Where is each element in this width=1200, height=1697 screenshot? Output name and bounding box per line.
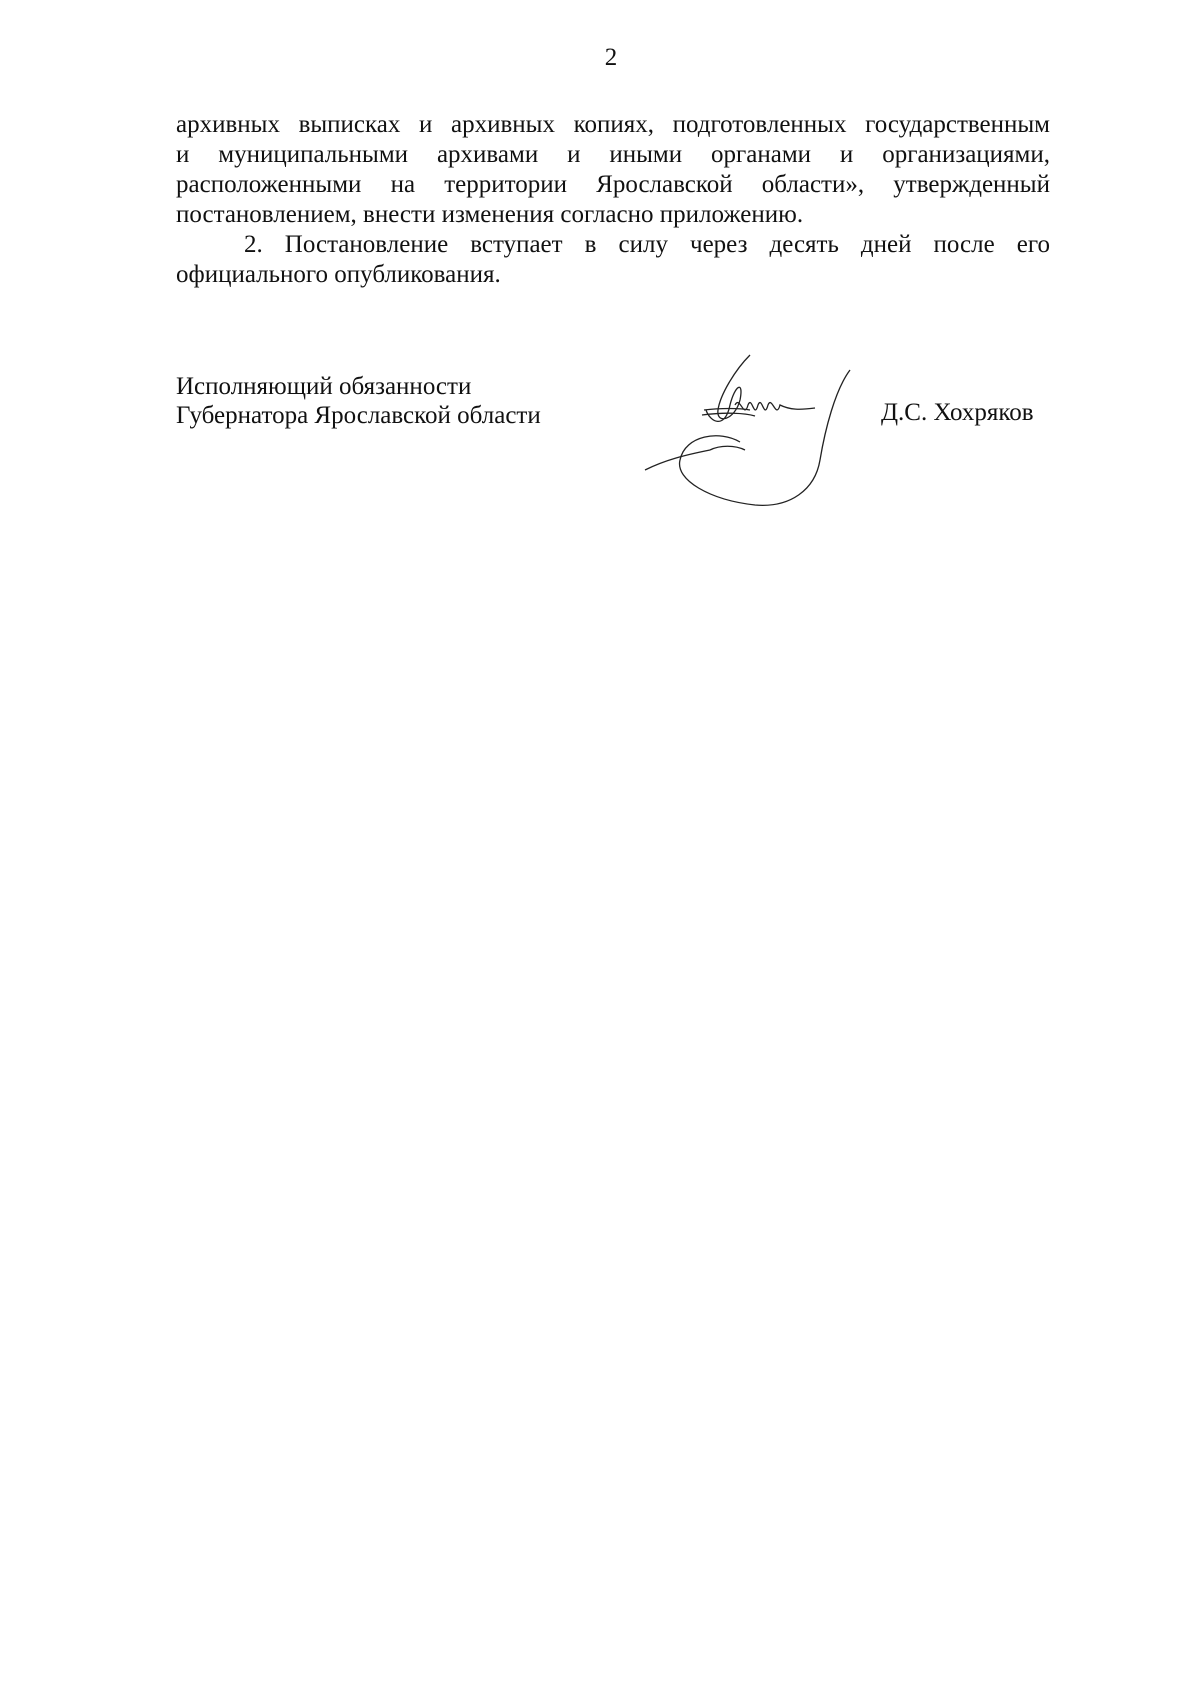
paragraph-line: архивных выписках и архивных копиях, подготовленных государственным xyxy=(176,111,1050,138)
page-number: 2 xyxy=(604,44,618,71)
paragraph-line: и муниципальными архивами и иными органами и организациями, xyxy=(176,141,1050,168)
paragraph-line: расположенными на территории Ярославской области», утвержденный xyxy=(176,171,1050,198)
paragraph-line: 2. Постановление вступает в силу через десять дней после его xyxy=(244,231,1050,258)
signatory-role xyxy=(176,372,541,430)
signatory-name: Д.С. Хохряков xyxy=(881,399,1034,426)
handwritten-signature xyxy=(640,350,860,510)
document-body xyxy=(176,110,1050,290)
role-line: Губернатора Ярославской области xyxy=(176,402,541,429)
paragraph-line: официального опубликования. xyxy=(176,261,501,288)
paragraph-line: постановлением, внести изменения согласно приложению. xyxy=(176,201,804,228)
role-line: Исполняющий обязанности xyxy=(176,373,472,400)
